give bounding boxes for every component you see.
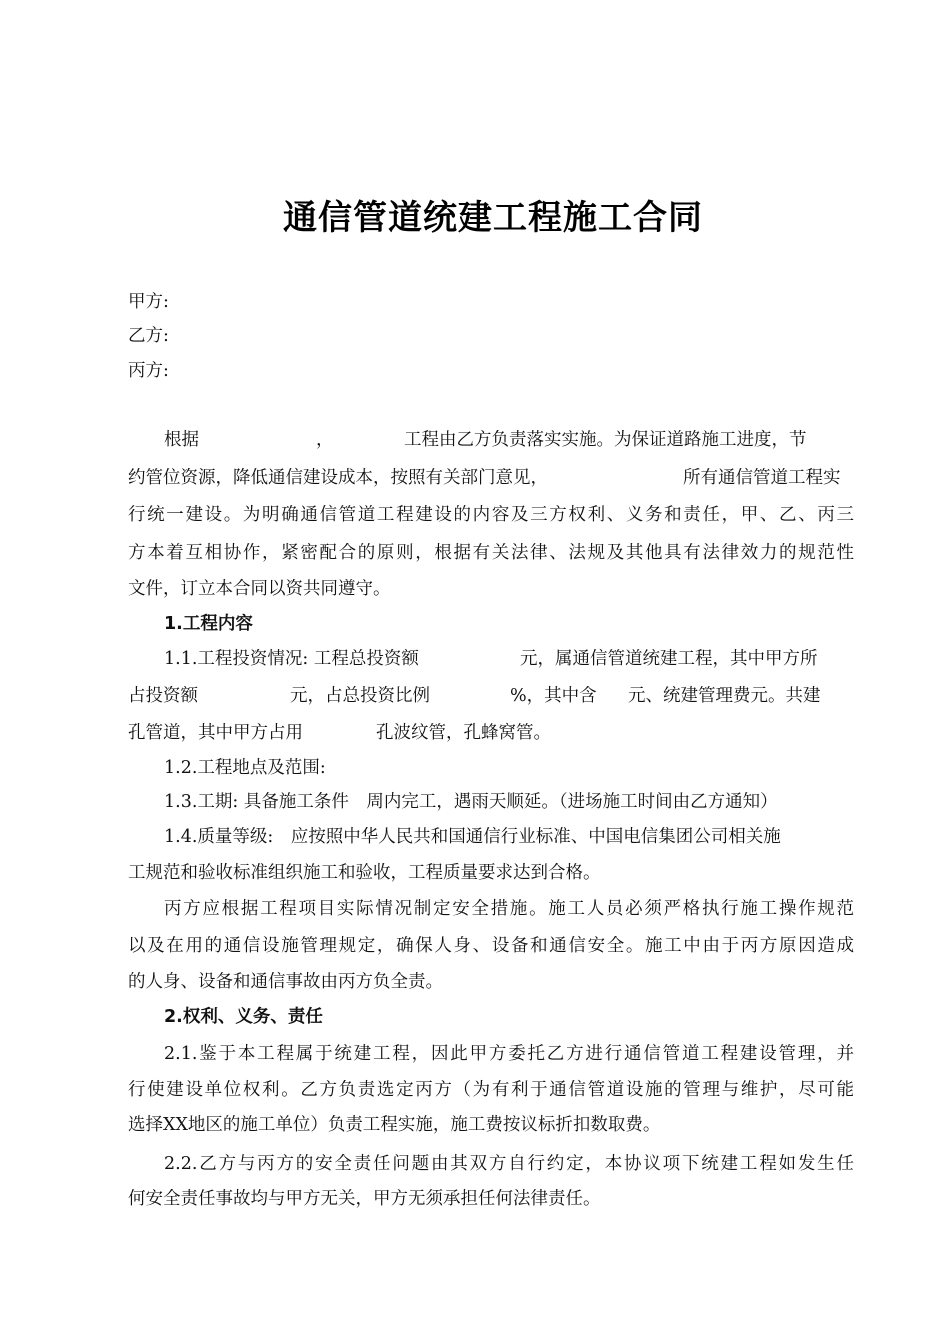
clause-text: 孔管道，其中甲方占用 xyxy=(128,723,303,743)
clause-text: 孔波纹管，孔蜂窝管。 xyxy=(376,723,551,743)
section-heading: 2.权利、义务、责任 xyxy=(164,1007,323,1027)
clause-text: 2.2.乙方与丙方的安全责任问题由其双方自行约定，本协议项下统建工程如发生任 xyxy=(164,1154,854,1174)
preamble-text: 工程由乙方负责落实实施。为保证道路施工进度，节 xyxy=(404,430,807,450)
clause-text: 占投资额 xyxy=(128,686,198,706)
clause-text: 何安全责任事故均与甲方无关，甲方无须承担任何法律责任。 xyxy=(128,1189,601,1209)
party-b-label: 乙方: xyxy=(128,326,169,346)
preamble-text: 文件，订立本合同以资共同遵守。 xyxy=(128,579,391,599)
preamble-text: 方本着互相协作，紧密配合的原则，根据有关法律、法规及其他具有法律效力的规范性 xyxy=(128,543,854,563)
clause-text: %，其中含 xyxy=(510,686,597,706)
clause-text: 1.4.质量等级: 应按照中华人民共和国通信行业标准、中国电信集团公司相关施 xyxy=(164,827,781,847)
preamble-text: 约管位资源，降低通信建设成本，按照有关部门意见， xyxy=(128,468,548,488)
clause-text: 丙方应根据工程项目实际情况制定安全措施。施工人员必须严格执行施工操作规范 xyxy=(164,899,854,919)
clause-text: 2.1.鉴于本工程属于统建工程，因此甲方委托乙方进行通信管道工程建设管理，并 xyxy=(164,1044,854,1064)
clause-text: 元、统建管理费元。共建 xyxy=(628,686,821,706)
clause-text: 工规范和验收标准组织施工和验收，工程质量要求达到合格。 xyxy=(128,863,601,883)
clause-text: 选择XX地区的施工单位）负责工程实施，施工费按议标折扣数取费。 xyxy=(128,1115,661,1135)
clause-text: 元，占总投资比例 xyxy=(290,686,430,706)
clause-text: 1.1.工程投资情况: 工程总投资额 xyxy=(164,649,419,669)
preamble-text: 根据 xyxy=(164,430,199,450)
section-heading: 1.工程内容 xyxy=(164,614,253,634)
clause-text: 元，属通信管道统建工程，其中甲方所 xyxy=(520,649,818,669)
clause-text: 行使建设单位权利。乙方负责选定丙方（为有利于通信管道设施的管理与维护，尽可能 xyxy=(128,1080,854,1100)
clause-text: 1.2.工程地点及范围: xyxy=(164,758,326,778)
preamble-text: 行统一建设。为明确通信管道工程建设的内容及三方权利、义务和责任，甲、乙、丙三 xyxy=(128,505,854,525)
clause-text: 的人身、设备和通信事故由丙方负全责。 xyxy=(128,972,443,992)
clause-text: 1.3.工期: 具备施工条件 周内完工，遇雨天顺延。（进场施工时间由乙方通知） xyxy=(164,792,778,812)
clause-text: 以及在用的通信设施管理规定，确保人身、设备和通信安全。施工中由于丙方原因造成 xyxy=(128,936,854,956)
preamble-text: ， xyxy=(316,430,334,450)
party-c-label: 丙方: xyxy=(128,361,169,381)
party-a-label: 甲方: xyxy=(128,292,169,312)
document-title: 通信管道统建工程施工合同 xyxy=(283,198,703,238)
preamble-text: 所有通信管道工程实 xyxy=(683,468,841,488)
